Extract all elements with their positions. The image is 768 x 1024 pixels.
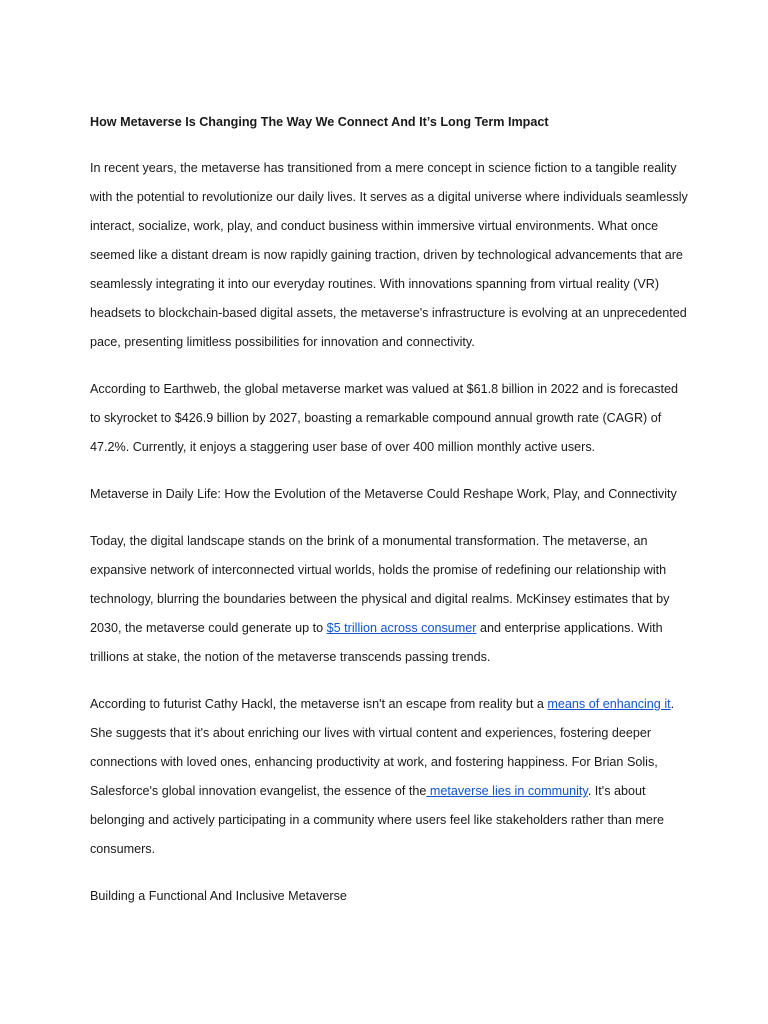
- paragraph-market-stats: According to Earthweb, the global metaverse market was valued at $61.8 billion in 2022 and is forecasted to skyrocket to $426.9 billion by 2027, boasting a remarkable compound annual growth rate (CAGR) of 47.2%. Currently, it enjoys a staggering user base of over 400 million monthly active users.: [90, 382, 679, 454]
- section-heading-daily-life: Metaverse in Daily Life: How the Evolution of the Metaverse Could Reshape Work, Play, and Connectivity: [90, 487, 677, 501]
- document-page: [90, 108, 690, 929]
- paragraph-text: . She suggests that it's about enriching our lives with virtual content and experiences, fostering deeper connections with loved ones, enhancing productivity at work, and fostering happiness. For Brian Solis, Salesforce's global innovation evangelist, the essence of the: [90, 697, 675, 798]
- link-metaverse-community[interactable]: metaverse lies in community: [426, 784, 588, 798]
- paragraph-digital-landscape: [90, 527, 690, 672]
- article-title: How Metaverse Is Changing The Way We Connect And It’s Long Term Impact: [90, 115, 549, 129]
- section-heading-building: Building a Functional And Inclusive Metaverse: [90, 889, 347, 903]
- paragraph-text: and enterprise applications. With trillions at stake, the notion of the metaverse transcends passing trends.: [90, 621, 663, 664]
- paragraph-futurist: [90, 690, 690, 864]
- link-5-trillion[interactable]: $5 trillion across consumer: [326, 621, 477, 635]
- paragraph-text: According to futurist Cathy Hackl, the metaverse isn't an escape from reality but a: [90, 697, 548, 711]
- link-means-of-enhancing[interactable]: means of enhancing it: [547, 697, 671, 711]
- paragraph-text: Today, the digital landscape stands on the brink of a monumental transformation. The metaverse, an expansive network of interconnected virtual worlds, holds the promise of redefining our relationship with technology, blurring the boundaries between the physical and digital realms. McKinsey estimates that by 2030, the metaverse could generate up to: [90, 534, 670, 635]
- paragraph-intro: In recent years, the metaverse has transitioned from a mere concept in science fiction to a tangible reality with the potential to revolutionize our daily lives. It serves as a digital universe where individuals seamlessly interact, socialize, work, play, and conduct business within immersive virtual environments. What once seemed like a distant dream is now rapidly gaining traction, driven by technological advancements that are seamlessly integrating it into our everyday routines. With innovations spanning from virtual reality (VR) headsets to blockchain-based digital assets, the metaverse's infrastructure is evolving at an unprecedented pace, presenting limitless possibilities for innovation and connectivity.: [90, 161, 688, 349]
- paragraph-text: . It's about belonging and actively participating in a community where users feel like stakeholders rather than mere consumers.: [90, 784, 665, 856]
